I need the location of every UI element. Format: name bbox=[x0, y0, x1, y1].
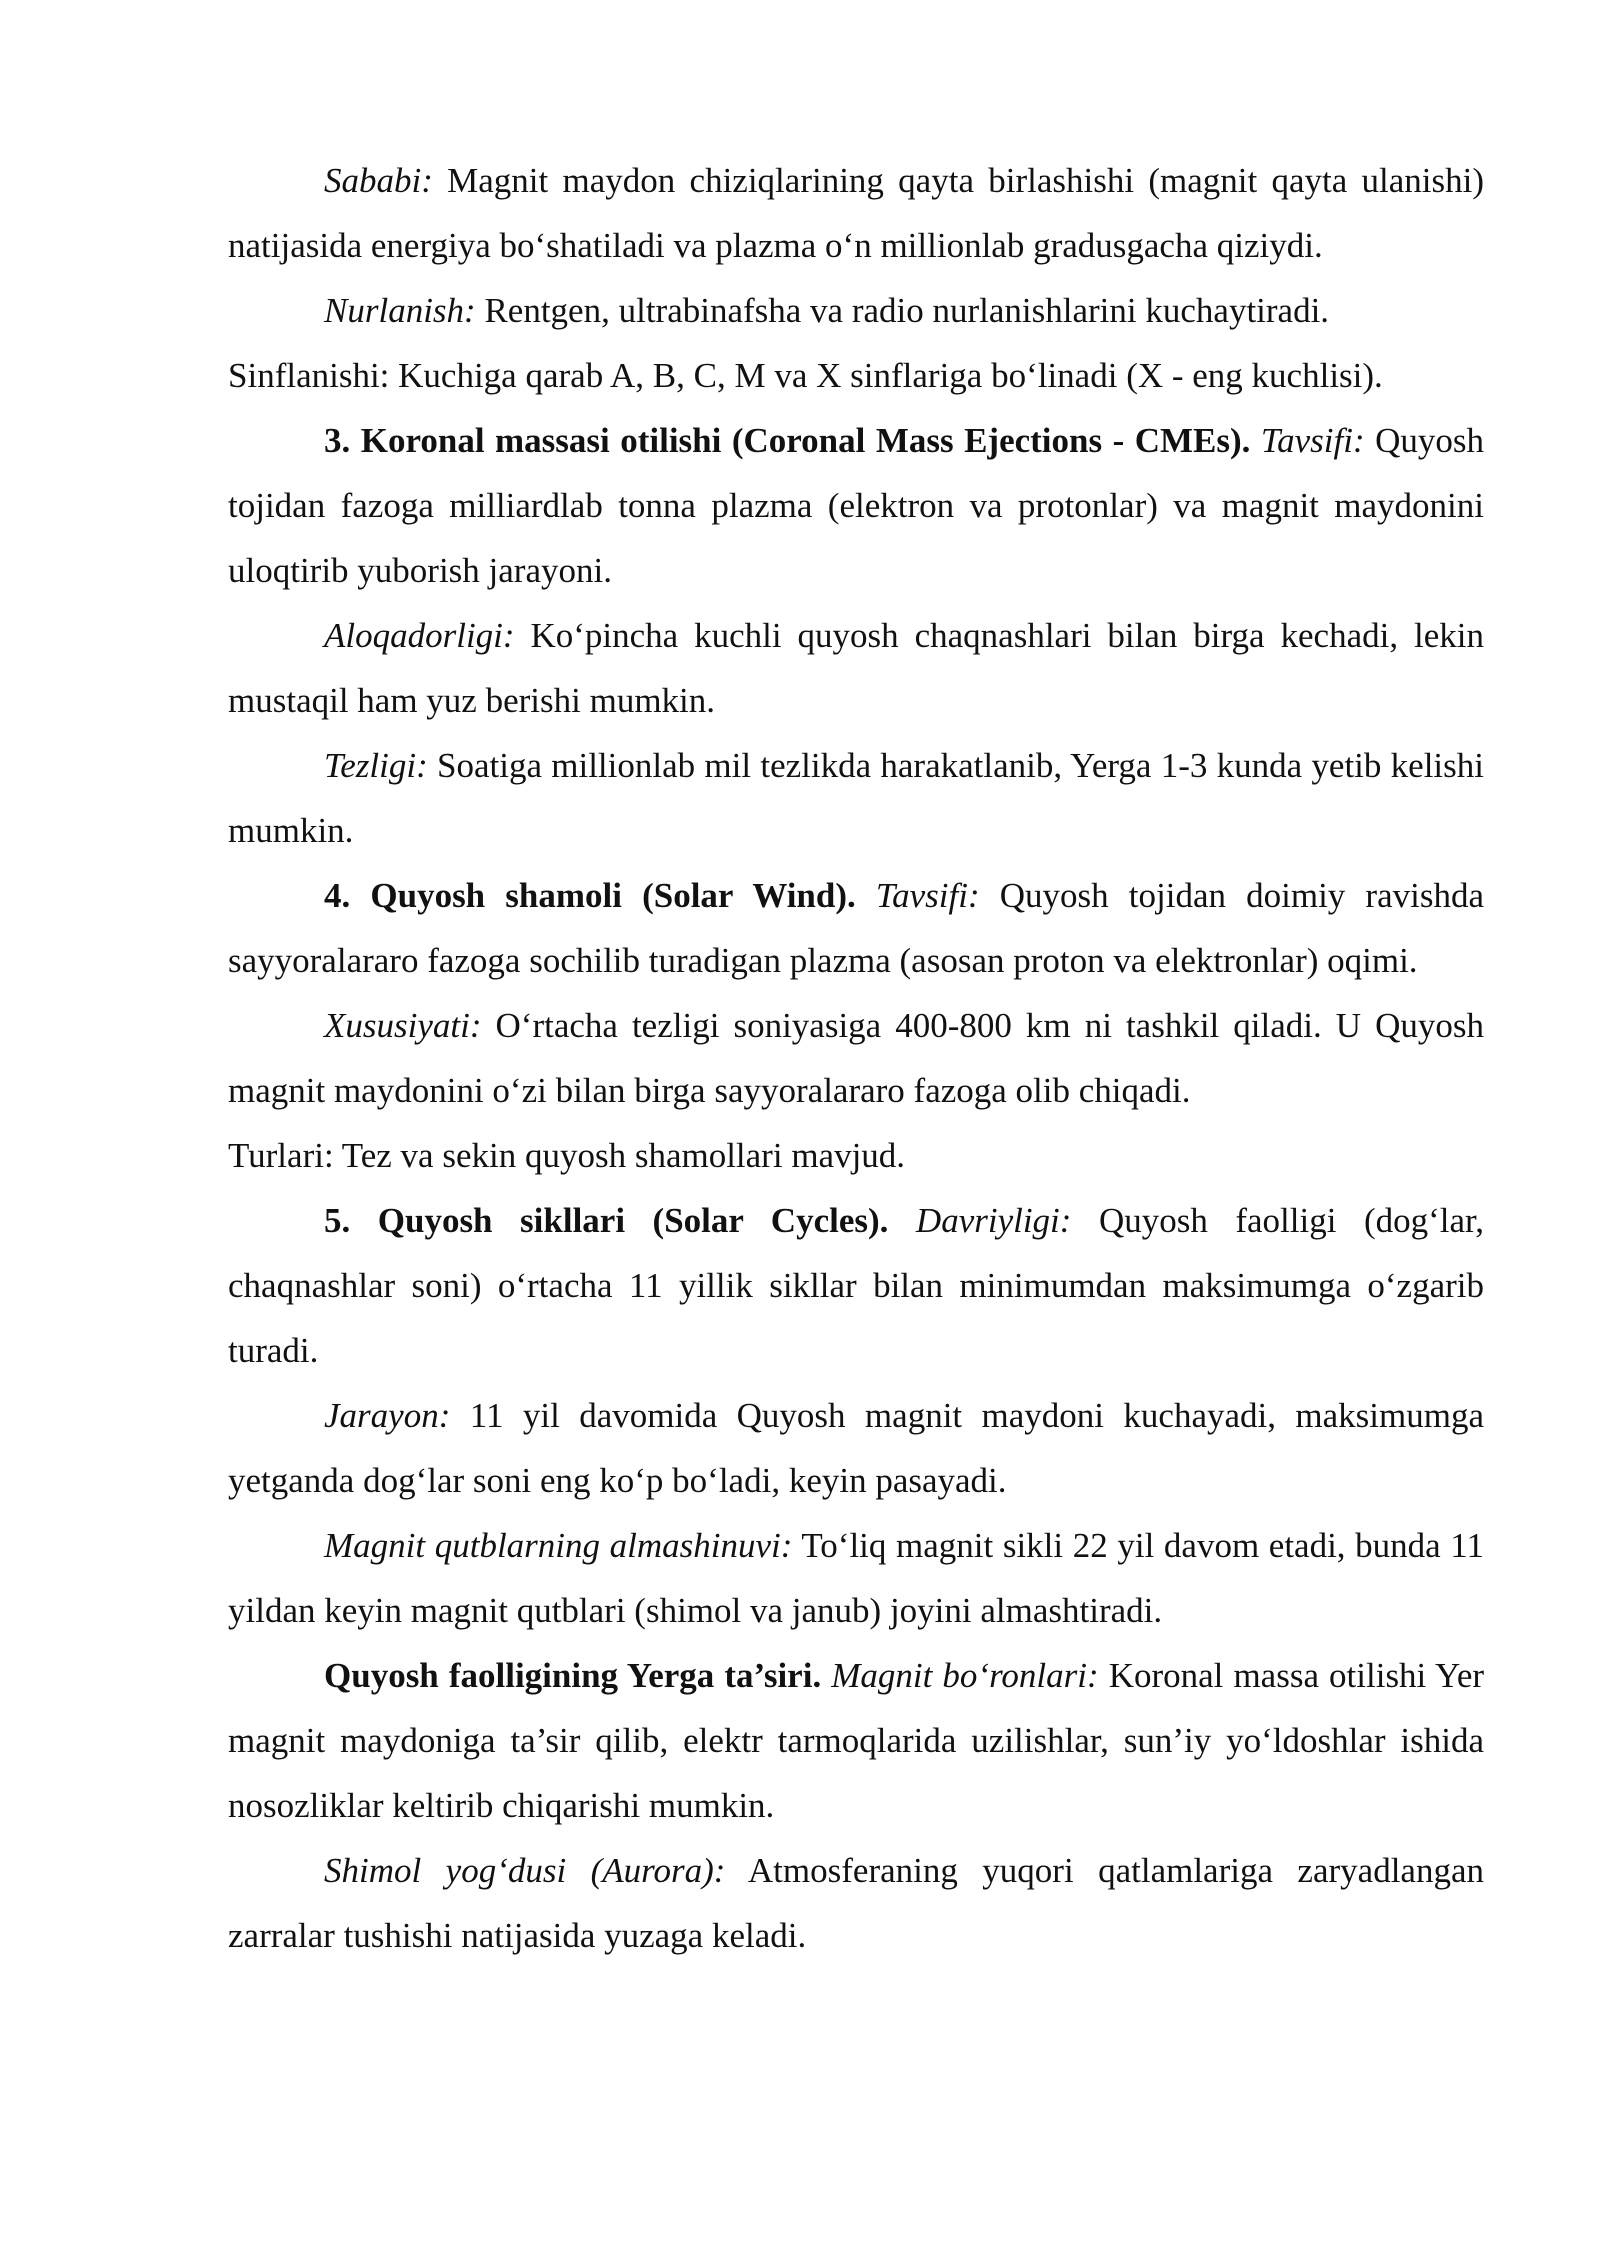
section-heading: 5. Quyosh sikllari (Solar Cycles). bbox=[324, 1201, 889, 1240]
paragraph-text: To‘liq magnit sikli 22 yil davom etadi, bunda 11 yildan keyin magnit qutblari (shimol va janub) joyini almashtiradi. bbox=[228, 1526, 1485, 1630]
paragraph-text: Magnit maydon chiziqlarining qayta birlashishi (magnit qayta ulanishi) natijasida energiya bo‘shatiladi va plazma o‘n millionlab gradusgacha qiziydi. bbox=[228, 161, 1484, 265]
term-label: Davriyligi: bbox=[915, 1201, 1072, 1240]
paragraph-text: 11 yil davomida Quyosh magnit maydoni kuchayadi, maksimumga yetganda dog‘lar soni eng ko‘p bo‘ladi, keyin pasayadi. bbox=[228, 1396, 1484, 1500]
section-heading: 3. Koronal massasi otilishi (Coronal Mass Ejections - CMEs). bbox=[324, 421, 1251, 460]
paragraph-text: Quyosh faolligi (dog‘lar, chaqnashlar soni) o‘rtacha 11 yillik sikllar bilan minimumdan maksimumga o‘zgarib turadi. bbox=[228, 1201, 1485, 1370]
term-label: Sababi: bbox=[324, 161, 433, 200]
paragraph-sinflanishi bbox=[228, 343, 1484, 408]
paragraph-section-earth-impact bbox=[228, 1643, 1484, 1838]
paragraph-text: Quyosh tojidan fazoga milliardlab tonna plazma (elektron va protonlar) va magnit maydonini uloqtirib yuborish jarayoni. bbox=[228, 421, 1484, 590]
paragraph-magnit-qutblar bbox=[228, 1513, 1484, 1643]
paragraph-nurlanish bbox=[228, 278, 1484, 343]
term-label: Tavsifi: bbox=[1260, 421, 1365, 460]
term-label: Shimol yog‘dusi (Aurora): bbox=[324, 1851, 726, 1890]
term-label: Magnit bo‘ronlari: bbox=[831, 1656, 1099, 1695]
term-label: Tavsifi: bbox=[875, 876, 980, 915]
paragraph-tezligi bbox=[228, 733, 1484, 863]
paragraph-text: Ko‘pincha kuchli quyosh chaqnashlari bilan birga kechadi, lekin mustaqil ham yuz berishi mumkin. bbox=[228, 616, 1484, 720]
paragraph-sababi bbox=[228, 148, 1484, 278]
paragraph-section-4 bbox=[228, 863, 1484, 993]
section-heading: Quyosh faolligining Yerga ta’siri. bbox=[324, 1656, 822, 1695]
term-label: Aloqadorligi: bbox=[324, 616, 515, 655]
paragraph-aloqadorligi bbox=[228, 603, 1484, 733]
document-body bbox=[228, 148, 1484, 1968]
paragraph-xususiyati bbox=[228, 993, 1484, 1123]
paragraph-text: Turlari: Tez va sekin quyosh shamollari mavjud. bbox=[228, 1136, 906, 1175]
paragraph-turlari bbox=[228, 1123, 1484, 1188]
term-label: Nurlanish: bbox=[324, 291, 476, 330]
paragraph-jarayon bbox=[228, 1383, 1484, 1513]
paragraph-text: Koronal massa otilishi Yer magnit maydoniga ta’sir qilib, elektr tarmoqlarida uzilishlar, sun’iy yo‘ldoshlar ishida nosozliklar keltirib chiqarishi mumkin. bbox=[228, 1656, 1485, 1825]
paragraph-section-3 bbox=[228, 408, 1484, 603]
paragraph-text: O‘rtacha tezligi soniyasiga 400-800 km ni tashkil qiladi. U Quyosh magnit maydonini o‘zi bilan birga sayyoralararo fazoga olib chiqadi. bbox=[228, 1006, 1484, 1110]
section-heading: 4. Quyosh shamoli (Solar Wind). bbox=[324, 876, 856, 915]
paragraph-text: Quyosh tojidan doimiy ravishda sayyoralararo fazoga sochilib turadigan plazma (asosan proton va elektronlar) oqimi. bbox=[228, 876, 1484, 980]
term-label: Jarayon: bbox=[324, 1396, 451, 1435]
term-label: Magnit qutblarning almashinuvi: bbox=[324, 1526, 793, 1565]
term-label: Tezligi: bbox=[324, 746, 428, 785]
paragraph-section-5 bbox=[228, 1188, 1484, 1383]
term-label: Xususiyati: bbox=[324, 1006, 482, 1045]
paragraph-text: Atmosferaning yuqori qatlamlariga zaryadlangan zarralar tushishi natijasida yuzaga keladi. bbox=[228, 1851, 1484, 1955]
paragraph-text: Rentgen, ultrabinafsha va radio nurlanishlarini kuchaytiradi. bbox=[475, 291, 1330, 330]
paragraph-text: Soatiga millionlab mil tezlikda harakatlanib, Yerga 1-3 kunda yetib kelishi mumkin. bbox=[228, 746, 1484, 850]
paragraph-aurora bbox=[228, 1838, 1484, 1968]
paragraph-text: Sinflanishi: Kuchiga qarab A, B, C, M va X sinflariga bo‘linadi (X - eng kuchlisi). bbox=[228, 356, 1383, 395]
